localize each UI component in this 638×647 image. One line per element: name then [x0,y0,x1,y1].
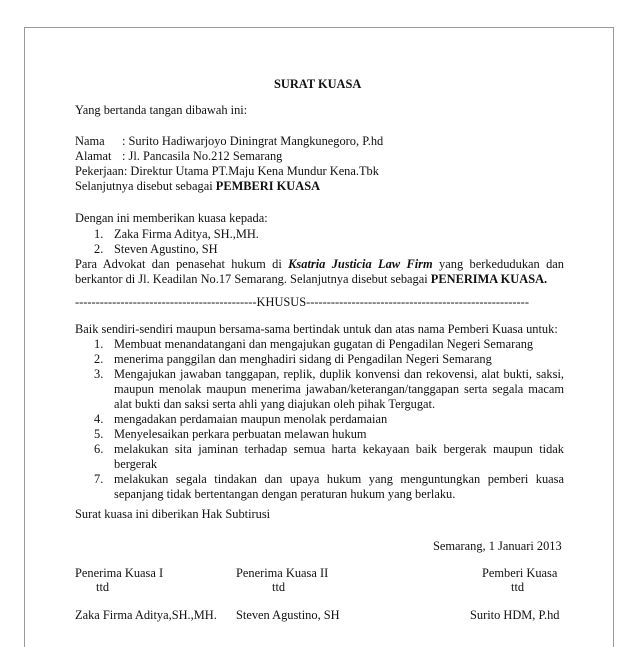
signature-ttd: ttd [511,580,525,594]
list-item-text: menerima panggilan dan menghadiri sidang di Pengadilan Negeri Semarang [114,352,492,366]
alamat-label: Alamat [75,149,112,163]
list-number: 4. [94,412,104,426]
list-number: 2. [94,242,104,256]
kuasa-intro: Dengan ini memberikan kuasa kepada: [75,211,268,225]
nama-row [75,134,383,149]
list-number: 1. [94,337,104,351]
list-text: Zaka Firma Aditya, SH.,MH. [114,227,259,241]
list-number: 2. [94,352,104,366]
pemberi-kuasa-label: PEMBERI KUASA [215,179,321,193]
list-item-text: sepanjang tidak bertentangan dengan peraturan hukum yang berlaku. [114,487,456,501]
list-number: 6. [94,442,104,456]
list-item-text: maupun menolak maupun menerima jawaban/keterangan/tanggapan serta segala macam [114,382,564,396]
nama-value: : Surito Hadiwarjoyo Diningrat Mangkunegoro, P.hd [122,134,384,148]
list-item-text: Mengajukan jawaban tanggapan, replik, duplik konvensi dan rekovensi, alat bukti, saksi, [114,367,564,381]
pekerjaan-row: Pekerjaan: Direktur Utama PT.Maju Kena Mundur Kena.Tbk [75,164,379,178]
advokat-line-2 [75,272,547,287]
document-title: SURAT KUASA [274,77,362,91]
alamat-value: : Jl. Pancasila No.212 Semarang [122,149,283,163]
firm-name: Ksatria Justicia Law Firm [288,257,433,271]
place-date: Semarang, 1 Januari 2013 [433,539,562,553]
selanjutnya-text: Selanjutnya disebut sebagai [75,179,216,193]
advokat-text: Para Advokat dan penasehat hukum di [75,257,289,271]
list-item-text: Membuat menandatangani dan mengajukan gugatan di Pengadilan Negeri Semarang [114,337,534,351]
list-number: 5. [94,427,104,441]
baik-intro: Baik sendiri-sendiri maupun bersama-sama bertindak untuk dan atas nama Pemberi Kuasa untuk: [75,322,558,336]
list-item [94,227,259,242]
list-number: 3. [94,367,104,381]
list-item-text: Menyelesaikan perkara perbuatan melawan hukum [114,427,367,441]
advokat-text: yang berkedudukan dan [432,257,564,271]
signature-name: Surito HDM, P.hd [470,608,560,622]
hak-subtirusi: Surat kuasa ini diberikan Hak Subtirusi [75,507,271,521]
signature-name: Steven Agustino, SH [236,608,340,622]
list-item-text: melakukan sita jaminan terhadap semua harta kekayaan baik bergerak maupun tidak [114,442,564,456]
list-item-text: bergerak [114,457,158,471]
pemberi-kuasa-line [75,179,320,194]
signature-role: Penerima Kuasa I [75,566,164,580]
nama-label: Nama [75,134,105,148]
khusus-divider: --------------------------------------------KHUSUS------------------------------------------------------ [75,295,529,309]
list-number: 1. [94,227,104,241]
signature-name: Zaka Firma Aditya,SH.,MH. [75,608,217,622]
signature-ttd: ttd [96,580,110,594]
list-item-text: alat bukti dan saksi serta ahli yang diajukan oleh pihak Tergugat. [114,397,436,411]
list-item [94,242,218,257]
signature-ttd: ttd [272,580,286,594]
signature-role: Penerima Kuasa II [236,566,329,580]
alamat-row [75,149,282,164]
list-number: 7. [94,472,104,486]
penerima-kuasa-label: PENERIMA KUASA. [430,272,548,286]
list-item-text: melakukan segala tindakan dan upaya hukum yang menguntungkan pemberi kuasa [114,472,564,486]
signature-role: Pemberi Kuasa [482,566,558,580]
list-text: Steven Agustino, SH [114,242,218,256]
intro-text: Yang bertanda tangan dibawah ini: [75,103,248,117]
advokat-line-1 [75,257,564,272]
advokat-text: berkantor di Jl. Keadilan No.17 Semarang. Selanjutnya disebut sebagai [75,272,431,286]
list-item-text: mengadakan perdamaian maupun menolak perdamaian [114,412,388,426]
